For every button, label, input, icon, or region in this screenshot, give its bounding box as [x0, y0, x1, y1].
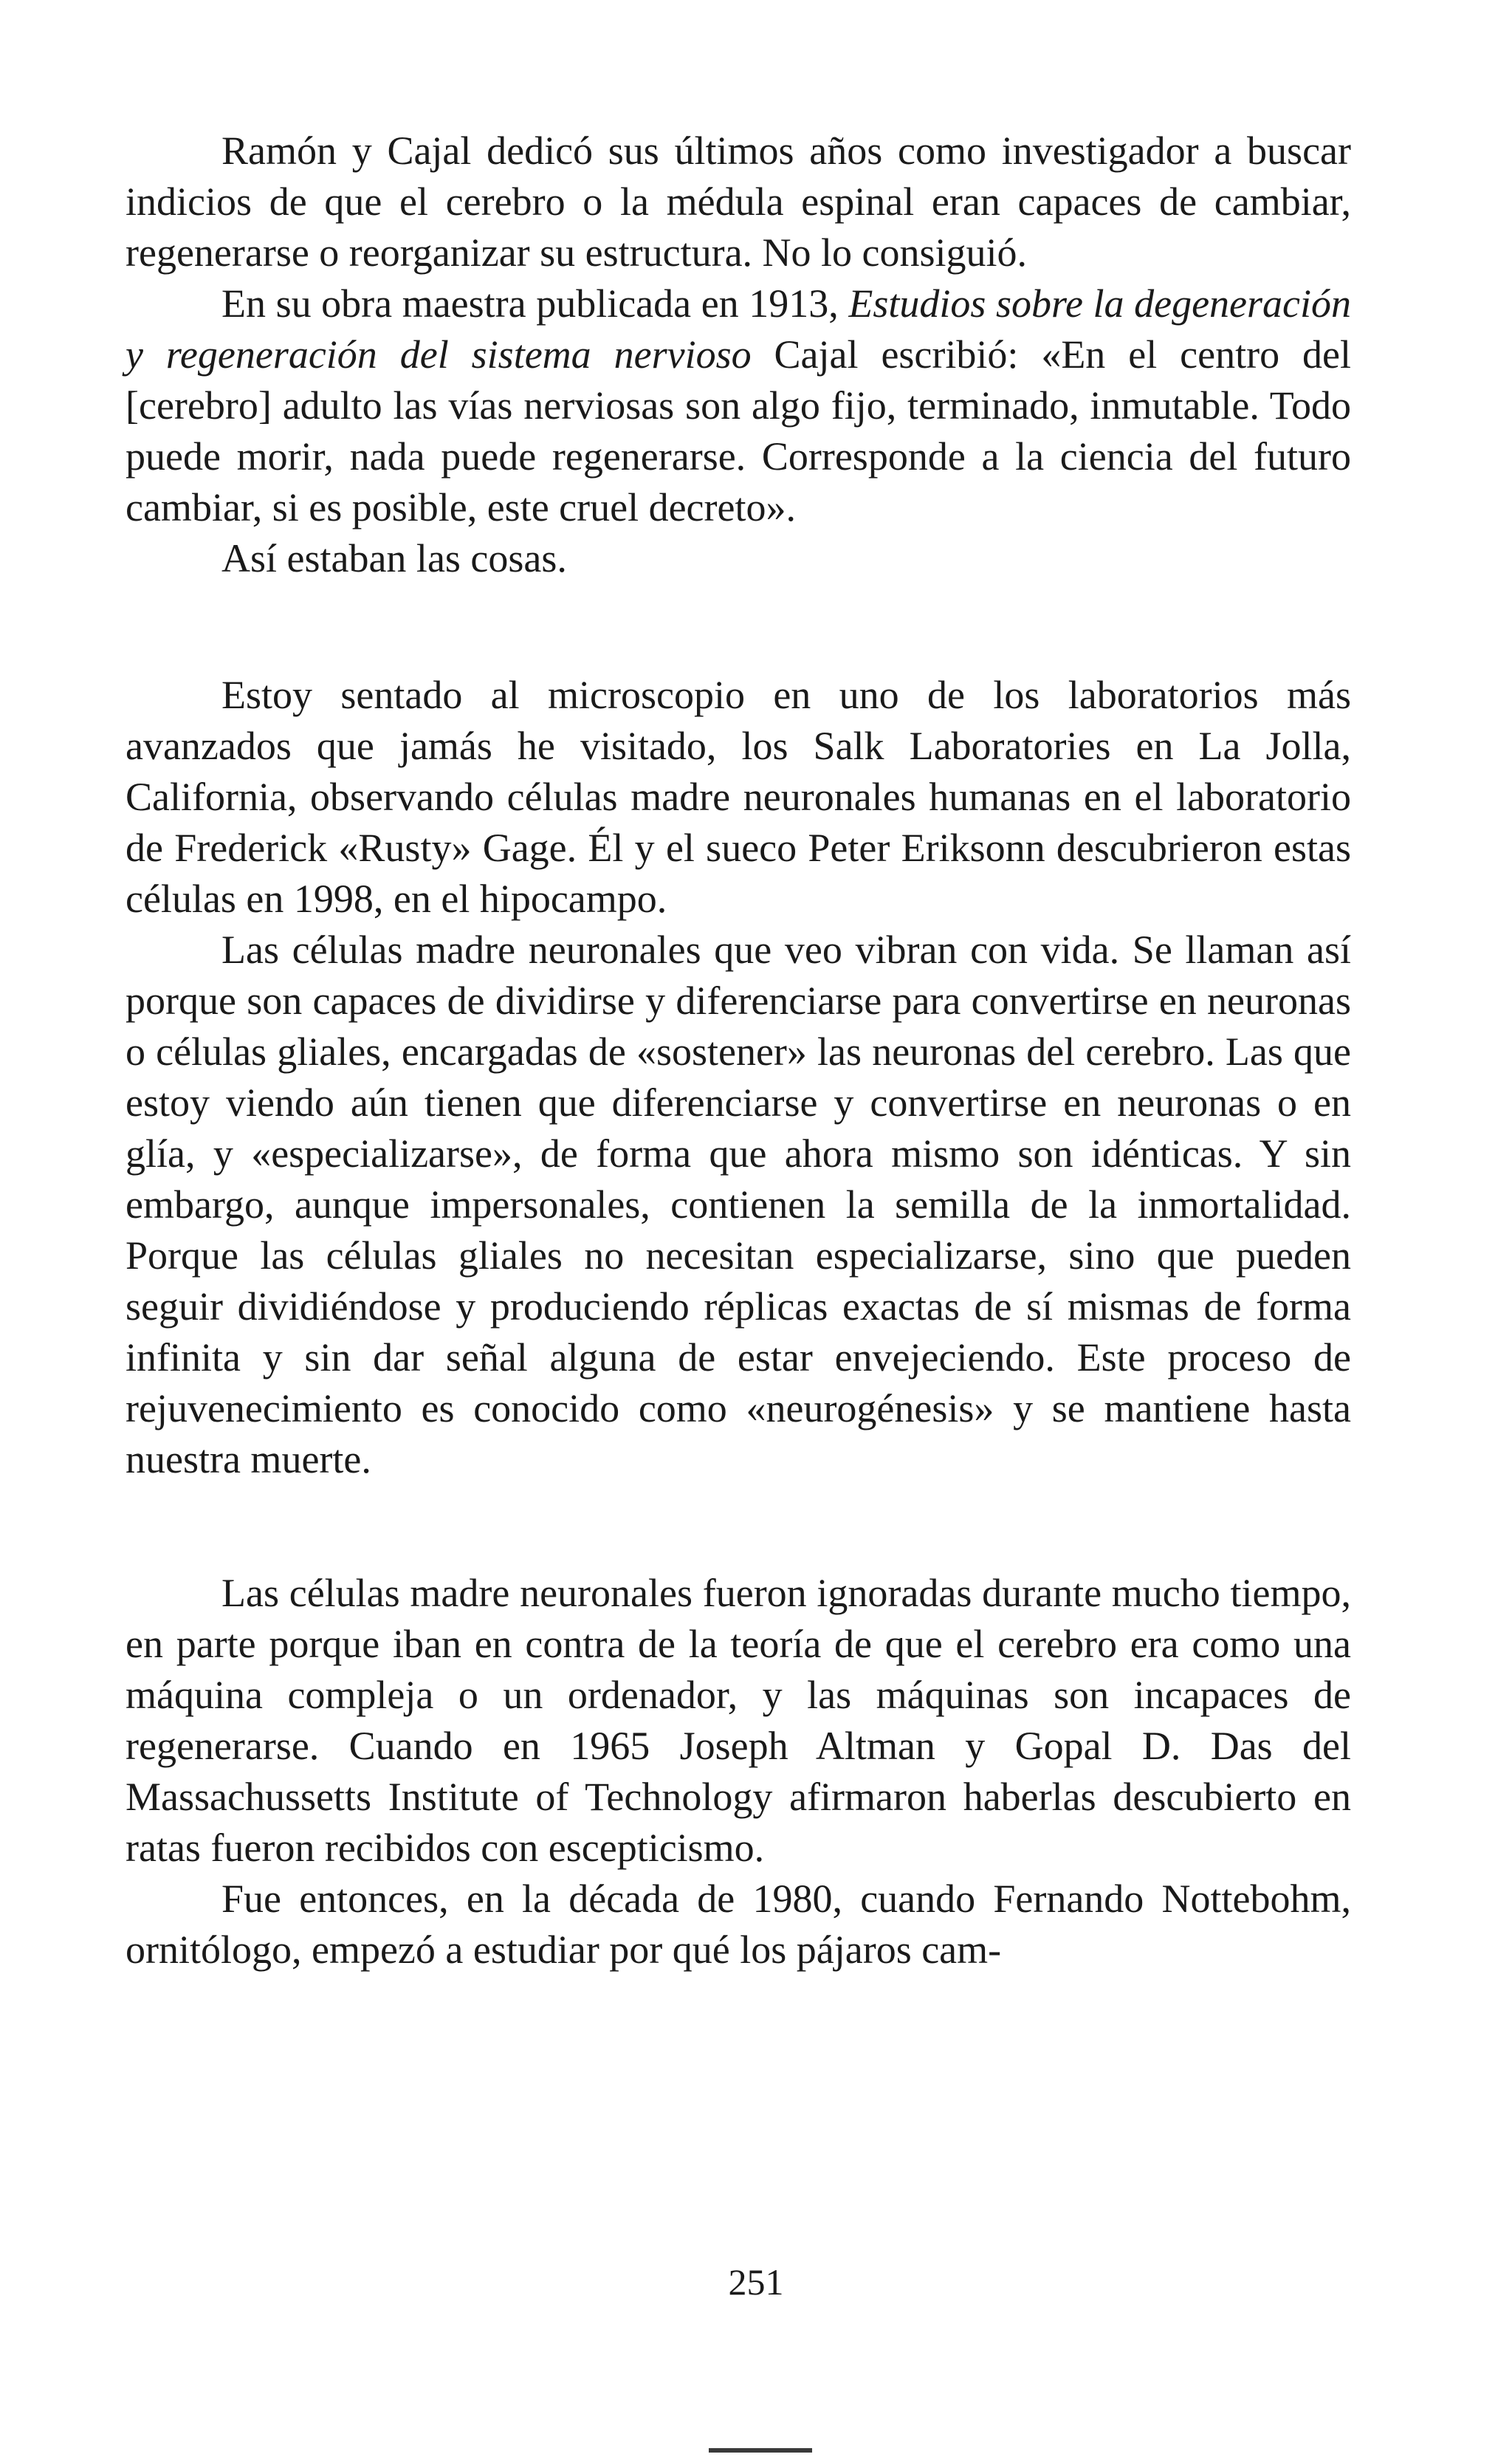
- book-title-italic: Estudios sobre la degeneración y regeneración del sistema nervioso: [126, 281, 1352, 377]
- paragraph-cajal-quote-intro: En su obra maestra publicada en 1913,: [221, 281, 849, 326]
- paragraph-asi-estaban: Así estaban las cosas.: [221, 536, 567, 580]
- page-number: 251: [728, 2261, 784, 2303]
- section-break: [126, 1485, 1351, 1568]
- paragraph-salk-laboratories: Estoy sentado al microscopio en uno de los laboratorios más avanzados que jamás he visitado, los Salk Laboratories en La Jolla, California, observando células madre neuronales humanas en el laboratorio de Frederick «Rusty» Gage. Él y el sueco Peter Eriksonn descubrieron estas células en 1998, en el hipocampo.: [126, 673, 1351, 921]
- section-break: [126, 584, 1351, 670]
- paragraph-cajal-last-years: Ramón y Cajal dedicó sus últimos años como investigador a buscar indicios de que el cerebro o la médula espinal eran capaces de cambiar, regenerarse o reorganizar su estructura. No lo consiguió.: [126, 128, 1351, 275]
- paragraph-cajal-quote-rest: Cajal escribió: «En el centro del [cerebro] adulto las vías nerviosas son algo fijo, terminado, inmutable. Todo puede morir, nada puede regenerarse. Corresponde a la ciencia del futuro cambiar, si es posible, este cruel decreto».: [126, 332, 1352, 530]
- paragraph-cajal-quote: [126, 278, 1351, 533]
- paragraph-stem-cells-ignored: Las células madre neuronales fueron ignoradas durante mucho tiempo, en parte porque iban en contra de la teoría de que el cerebro era como una máquina compleja o un ordenador, y las máquinas son incapaces de regenerarse. Cuando en 1965 Joseph Altman y Gopal D. Das del Massachussetts Institute of Technology afirmaron haberlas descubierto en ratas fueron recibidos con escepticismo.: [126, 1571, 1351, 1870]
- paragraph-stem-cells-vibrate: Las células madre neuronales que veo vibran con vida. Se llaman así porque son capaces de dividirse y diferenciarse para convertirse en neuronas o células gliales, encargadas de «sostener» las neuronas del cerebro. Las que estoy viendo aún tienen que diferenciarse y convertirse en neuronas o en glía, y «especializarse», de forma que ahora mismo son idénticas. Y sin embargo, aunque impersonales, contienen la semilla de la inmortalidad. Porque las células gliales no necesitan especializarse, sino que pueden seguir dividiéndose y produciendo réplicas exactas de sí mismas de forma infinita y sin dar señal alguna de estar envejeciendo. Este proceso de rejuvenecimiento es conocido como «neurogénesis» y se mantiene hasta nuestra muerte.: [126, 928, 1351, 1481]
- bottom-edge-mark: [709, 2448, 812, 2453]
- book-page-text: [126, 126, 1351, 1975]
- paragraph-nottebohm: Fue entonces, en la década de 1980, cuando Fernando Nottebohm, ornitólogo, empezó a estudiar por qué los pájaros cam-: [126, 1877, 1351, 1972]
